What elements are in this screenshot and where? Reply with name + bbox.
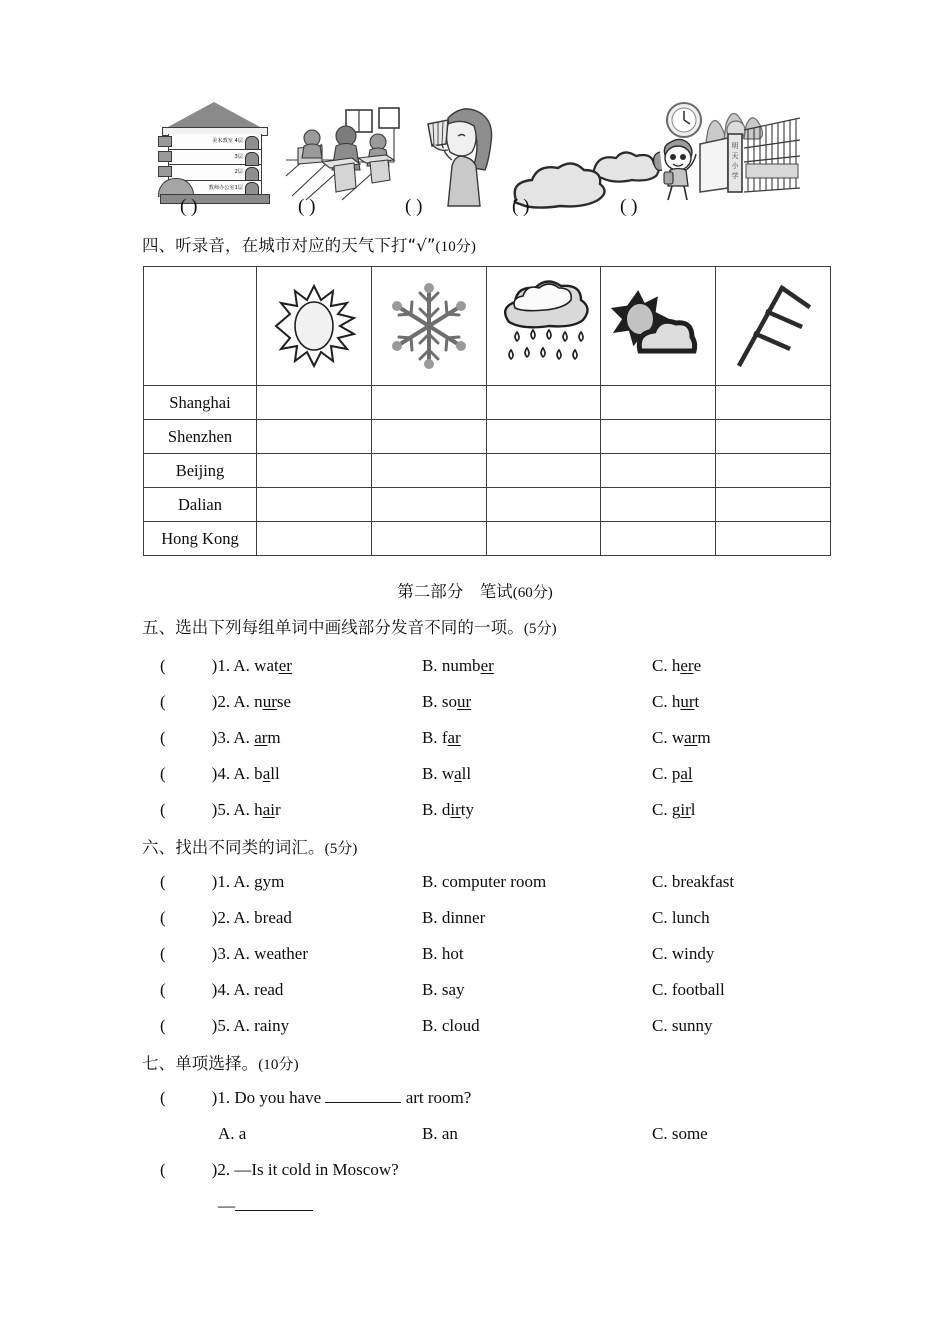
- picture-school-building: [158, 96, 270, 208]
- question-number: 2.: [217, 1160, 231, 1179]
- table-header-row: [144, 267, 831, 386]
- option-c[interactable]: C. windy: [652, 944, 715, 963]
- answer-line: [218, 1196, 313, 1216]
- svg-text:学: 学: [731, 172, 739, 180]
- option-b[interactable]: B. dinner: [422, 908, 486, 927]
- answer-blank[interactable]: [235, 1197, 313, 1211]
- checkbox-cell[interactable]: [486, 522, 601, 556]
- section-6-heading: [142, 834, 358, 858]
- option-c[interactable]: C. sunny: [652, 1016, 713, 1035]
- table-row: [144, 488, 831, 522]
- picture-answer-brackets-row: [150, 196, 830, 226]
- answer-blank[interactable]: [325, 1089, 401, 1103]
- question-row: [160, 908, 292, 928]
- question-row: [160, 872, 284, 892]
- question-row: [160, 944, 308, 964]
- school-gate-icon: [642, 96, 802, 208]
- picture-classroom: [282, 100, 402, 209]
- weather-header-cloudy: [601, 267, 716, 386]
- building-side-box: [158, 136, 172, 147]
- question-stem-pre: Do you have: [234, 1088, 322, 1107]
- option-c[interactable]: C. pal: [652, 764, 693, 783]
- section-4-heading: [142, 232, 476, 256]
- building-window-icon: [245, 152, 259, 166]
- section-5-points: (5分): [523, 621, 557, 637]
- option-a[interactable]: A. water: [233, 656, 292, 675]
- table-row: [144, 522, 831, 556]
- picture-bracket-4[interactable]: ( ): [512, 196, 530, 217]
- weather-header-snowy: [371, 267, 486, 386]
- answer-bracket[interactable]: ( ): [160, 1016, 218, 1035]
- checkbox-cell[interactable]: [601, 522, 716, 556]
- answer-bracket[interactable]: ( ): [160, 872, 218, 891]
- snowflake-icon: [387, 280, 471, 372]
- picture-bracket-1[interactable]: ( ): [180, 196, 198, 217]
- part-2-points: (60分): [512, 585, 553, 601]
- weather-header-rainy: [486, 267, 601, 386]
- option-c[interactable]: C. warm: [652, 728, 711, 747]
- option-a[interactable]: A. rainy: [233, 1016, 290, 1035]
- option-c[interactable]: C. girl: [652, 800, 696, 819]
- option-b[interactable]: B. far: [422, 728, 461, 747]
- question-row: [160, 1088, 471, 1108]
- checkbox-cell[interactable]: [601, 454, 716, 488]
- option-c[interactable]: C. some: [652, 1124, 708, 1143]
- city-label-shanghai: Shanghai: [144, 386, 257, 420]
- building-roof-icon: [166, 102, 262, 128]
- table-row: [144, 454, 831, 488]
- answer-bracket[interactable]: ( ): [160, 1160, 218, 1179]
- option-c[interactable]: C. here: [652, 656, 702, 675]
- sun-behind-cloud-icon: [608, 289, 708, 363]
- answer-bracket[interactable]: ( ): [160, 728, 218, 747]
- weather-header-sunny: [257, 267, 372, 386]
- checkbox-cell[interactable]: [257, 420, 372, 454]
- part-2-heading: [0, 578, 950, 602]
- question-row: [160, 980, 283, 1000]
- option-a[interactable]: A. gym: [233, 872, 285, 891]
- checkbox-cell[interactable]: [486, 420, 601, 454]
- building-window-icon: [245, 167, 259, 181]
- section-6-title: 六、找出不同类的词汇。: [142, 838, 325, 857]
- section-4-title: 四、听录音，在城市对应的天气下打“√”: [142, 236, 436, 255]
- option-a[interactable]: A. arm: [233, 728, 281, 747]
- svg-text:天: 天: [731, 152, 739, 160]
- checkbox-cell[interactable]: [371, 420, 486, 454]
- city-label-hong-kong: Hong Kong: [144, 522, 257, 556]
- option-c[interactable]: C. football: [652, 980, 725, 999]
- table-corner-cell: [144, 267, 257, 386]
- question-number: 1.: [217, 872, 231, 891]
- question-row: [160, 764, 280, 784]
- question-row: [160, 1160, 399, 1180]
- checkbox-cell[interactable]: [486, 488, 601, 522]
- option-b[interactable]: B. wall: [422, 764, 472, 783]
- question-row: [160, 728, 281, 748]
- city-label-beijing: Beijing: [144, 454, 257, 488]
- dash-mark: —: [218, 1196, 235, 1215]
- building-floor-3: 3层: [169, 150, 261, 166]
- option-a[interactable]: A. nurse: [233, 692, 292, 711]
- picture-bracket-2[interactable]: ( ): [298, 196, 316, 217]
- question-number: 3.: [217, 728, 231, 747]
- checkbox-cell[interactable]: [257, 386, 372, 420]
- answer-bracket[interactable]: ( ): [160, 764, 218, 783]
- option-a[interactable]: A. read: [233, 980, 284, 999]
- checkbox-cell[interactable]: [257, 522, 372, 556]
- building-window-icon: [245, 136, 259, 150]
- question-number: 4.: [217, 764, 231, 783]
- weather-header-windy: [716, 267, 831, 386]
- svg-text:小: 小: [731, 162, 739, 170]
- checkbox-cell[interactable]: [371, 454, 486, 488]
- picture-bracket-5[interactable]: ( ): [620, 196, 638, 217]
- checkbox-cell[interactable]: [601, 420, 716, 454]
- checkbox-cell[interactable]: [371, 522, 486, 556]
- question-number: 1.: [217, 656, 231, 675]
- answer-bracket[interactable]: ( ): [160, 944, 218, 963]
- girl-drinking-icon: [412, 98, 512, 208]
- section-6-points: (5分): [324, 841, 358, 857]
- checkbox-cell[interactable]: [257, 488, 372, 522]
- question-row: [160, 1016, 289, 1036]
- option-c[interactable]: C. breakfast: [652, 872, 735, 891]
- option-b[interactable]: B. number: [422, 656, 494, 675]
- checkbox-cell[interactable]: [716, 522, 831, 556]
- section-4-points: (10分): [435, 239, 477, 255]
- rain-cloud-icon: [493, 278, 593, 374]
- building-side-box: [158, 166, 172, 177]
- part-2-title: 第二部分 笔试: [397, 582, 513, 601]
- option-b[interactable]: B. cloud: [422, 1016, 480, 1035]
- answer-bracket[interactable]: ( ): [160, 908, 218, 927]
- weather-table: [143, 266, 831, 556]
- option-b[interactable]: B. computer room: [422, 872, 547, 891]
- question-number: 1.: [217, 1088, 231, 1107]
- question-number: 2.: [217, 692, 231, 711]
- section-7-heading: [142, 1050, 299, 1074]
- question-number: 3.: [217, 944, 231, 963]
- building-floor-2: 2层: [169, 165, 261, 181]
- option-c[interactable]: C. lunch: [652, 908, 710, 927]
- option-b[interactable]: B. an: [422, 1124, 458, 1143]
- answer-bracket[interactable]: ( ): [160, 980, 218, 999]
- wind-barb-icon: [730, 280, 816, 372]
- answer-bracket[interactable]: ( ): [160, 692, 218, 711]
- checkbox-cell[interactable]: [601, 386, 716, 420]
- table-row: [144, 420, 831, 454]
- question-number: 5.: [217, 1016, 231, 1035]
- question-row: [160, 692, 291, 712]
- question-number: 2.: [217, 908, 231, 927]
- checkbox-cell[interactable]: [716, 386, 831, 420]
- answer-bracket[interactable]: ( ): [160, 1088, 218, 1107]
- option-a[interactable]: A. a: [218, 1124, 247, 1143]
- option-a[interactable]: A. weather: [233, 944, 308, 963]
- classroom-illustration-icon: [282, 100, 402, 204]
- checkbox-cell[interactable]: [601, 488, 716, 522]
- checkbox-cell[interactable]: [371, 488, 486, 522]
- city-label-shenzhen: Shenzhen: [144, 420, 257, 454]
- option-c[interactable]: C. hurt: [652, 692, 700, 711]
- answer-bracket[interactable]: ( ): [160, 800, 218, 819]
- option-a[interactable]: A. hair: [233, 800, 281, 819]
- checkbox-cell[interactable]: [716, 488, 831, 522]
- building-side-box: [158, 151, 172, 162]
- question-stem: —Is it cold in Moscow?: [234, 1160, 399, 1179]
- question-number: 5.: [217, 800, 231, 819]
- option-b[interactable]: B. say: [422, 980, 465, 999]
- option-a[interactable]: A. bread: [233, 908, 292, 927]
- section-7-points: (10分): [258, 1057, 299, 1073]
- question-stem-post: art room?: [405, 1088, 472, 1107]
- option-b[interactable]: B. hot: [422, 944, 464, 963]
- answer-bracket[interactable]: ( ): [160, 656, 218, 675]
- option-a[interactable]: A. ball: [233, 764, 280, 783]
- checkbox-cell[interactable]: [716, 420, 831, 454]
- picture-bracket-3[interactable]: ( ): [405, 196, 423, 217]
- option-b[interactable]: B. dirty: [422, 800, 474, 819]
- section-7-title: 七、单项选择。: [142, 1054, 259, 1073]
- checkbox-cell[interactable]: [257, 454, 372, 488]
- checkbox-cell[interactable]: [371, 386, 486, 420]
- table-row: [144, 386, 831, 420]
- question-row: [160, 656, 292, 676]
- section-5-heading: [142, 614, 557, 638]
- section-5-title: 五、选出下列每组单词中画线部分发音不同的一项。: [142, 618, 524, 637]
- building-floor-4: 美术教室 4层: [169, 134, 261, 150]
- svg-text:明: 明: [731, 142, 739, 150]
- checkbox-cell[interactable]: [716, 454, 831, 488]
- city-label-dalian: Dalian: [144, 488, 257, 522]
- question-number: 4.: [217, 980, 231, 999]
- building-floor-1: 教师办公室1层: [208, 184, 243, 191]
- sun-icon: [271, 283, 357, 369]
- checkbox-cell[interactable]: [486, 454, 601, 488]
- checkbox-cell[interactable]: [486, 386, 601, 420]
- option-b[interactable]: B. sour: [422, 692, 472, 711]
- question-row: [160, 800, 281, 820]
